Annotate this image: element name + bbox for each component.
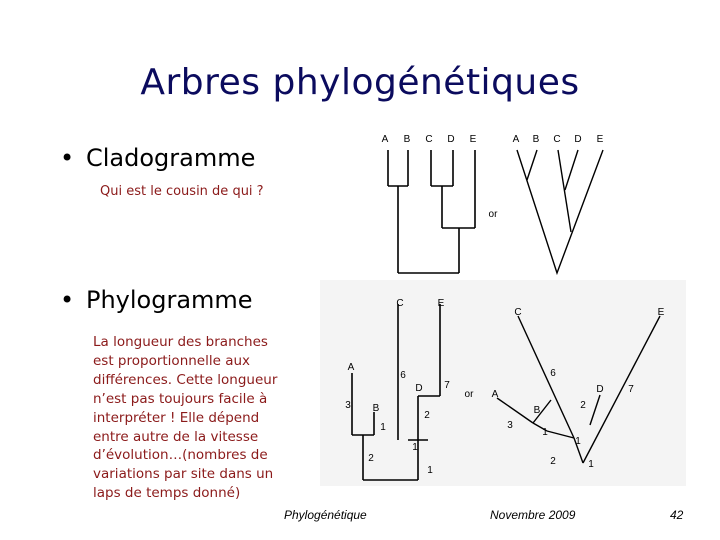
taxon-label: C — [396, 298, 404, 309]
footer-date: Novembre 2009 — [490, 508, 576, 522]
taxon-label: D — [574, 134, 582, 145]
branch-length: 6 — [550, 368, 556, 379]
taxon-label: B — [403, 134, 411, 145]
bullet-cladogramme — [60, 144, 255, 172]
taxon-label: B — [372, 403, 380, 414]
phylogramme-description: La longueur des branches est proportionnelle aux différences. Cette longueur n’est pas toujours facile à interpréter ! Elle dépend entre autre de la vitesse d’évolution…(nombres de variations par site dans un laps de temps donné) — [93, 334, 278, 502]
branch-length: 1 — [588, 459, 594, 470]
branch-length: 2 — [424, 410, 430, 421]
bullet-glyph: • — [60, 144, 75, 172]
branch-length: 2 — [550, 456, 556, 467]
branch-length: 7 — [444, 380, 450, 391]
phylogram-background — [320, 280, 686, 486]
taxon-label: E — [437, 298, 445, 309]
slide-title: Arbres phylogénétiques — [140, 62, 580, 103]
taxon-label: C — [514, 307, 522, 318]
bullet-phylogramme — [60, 286, 253, 314]
taxon-label: C — [425, 134, 433, 145]
or-label: or — [464, 389, 474, 400]
footer-topic: Phylogénétique — [284, 508, 367, 522]
branch-length: 1 — [575, 436, 581, 447]
bullet-label: Cladogramme — [86, 144, 256, 172]
taxon-label: A — [347, 362, 355, 373]
branch-length: 1 — [380, 422, 386, 433]
branch-length: 3 — [345, 400, 351, 411]
taxon-label: E — [657, 307, 665, 318]
taxon-label: A — [491, 389, 499, 400]
footer-page-number: 42 — [670, 508, 684, 522]
branch-length: 6 — [400, 370, 406, 381]
taxon-label: B — [532, 134, 540, 145]
taxon-label: E — [469, 134, 477, 145]
branch-length: 2 — [580, 400, 586, 411]
bullet-glyph: • — [60, 286, 75, 314]
taxon-label: C — [553, 134, 561, 145]
cladogram-diagonal-tree — [517, 150, 603, 273]
branch-length: 1 — [427, 465, 433, 476]
or-label: or — [488, 209, 498, 220]
taxon-label: B — [533, 405, 541, 416]
phylogram-figure — [320, 280, 686, 486]
bullet-label: Phylogramme — [86, 286, 253, 314]
cladogram-figure — [375, 128, 625, 278]
branch-length: 7 — [628, 384, 634, 395]
taxon-label: E — [596, 134, 604, 145]
branch-length: 1 — [542, 427, 548, 438]
taxon-label: D — [447, 134, 455, 145]
taxon-label: D — [596, 384, 604, 395]
branch-length: 1 — [412, 442, 418, 453]
cladogram-rectangular-tree — [388, 150, 475, 273]
taxon-label: D — [415, 383, 423, 394]
taxon-label: A — [512, 134, 520, 145]
taxon-label: A — [381, 134, 389, 145]
branch-length: 2 — [368, 453, 374, 464]
branch-length: 3 — [507, 420, 513, 431]
cladogramme-description: Qui est le cousin de qui ? — [100, 184, 264, 199]
